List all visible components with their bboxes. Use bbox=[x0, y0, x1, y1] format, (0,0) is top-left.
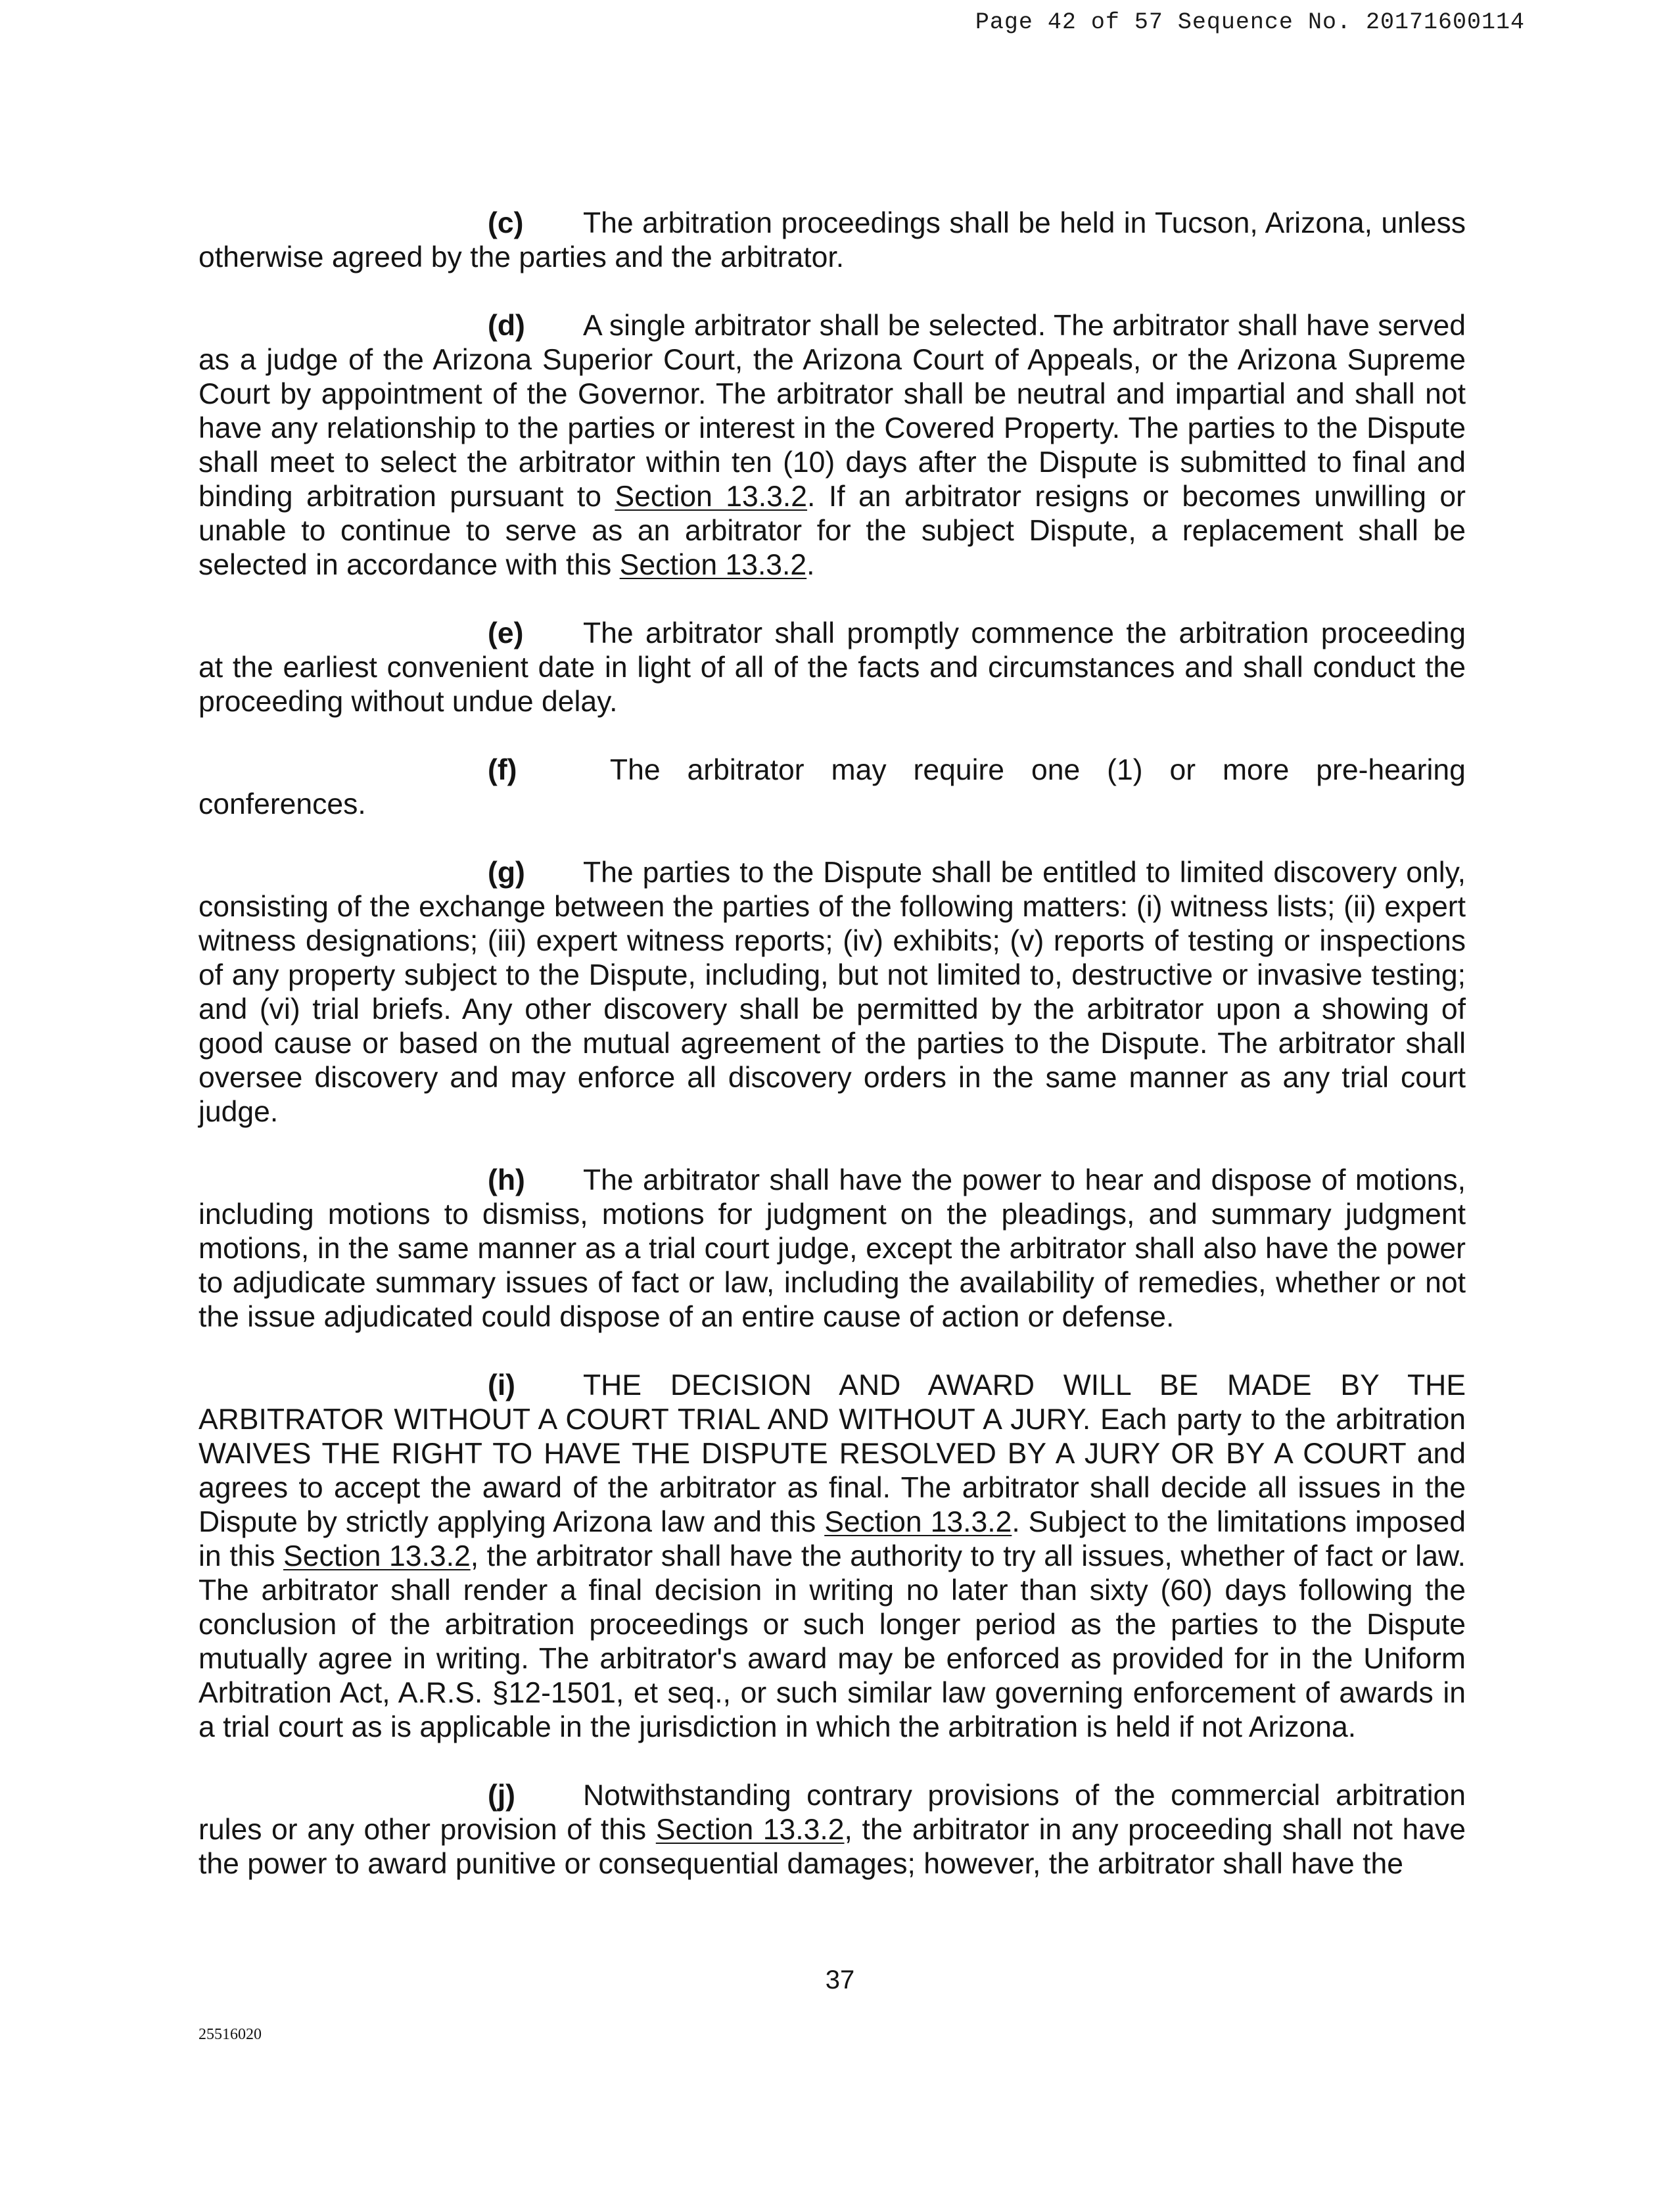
paragraph-text-d-part1: A single arbitrator shall be selected. The arbitrator shall have served as a judge of the Arizona Superior Court, the Arizona Court of Appeals, or the Arizona Supreme Court by appointment of the Governor. The arbitrator shall be neutral and impartial and shall not have any relationship to the parties or interest in the Covered Property. The parties to the Dispute shall meet to select the arbitrator within ten (10) days after the Dispute is submitted to final and binding arbitration pursuant to bbox=[198, 310, 1466, 513]
paragraph-i bbox=[198, 1369, 1466, 1745]
paragraph-text-h: The arbitrator shall have the power to hear and dispose of motions, including motions to dismiss, motions for judgment on the pleadings, and summary judgment motions, in the same manner as a trial court judge, except the arbitrator shall also have the power to adjudicate summary issues of fact or law, including the availability of remedies, whether or not the issue adjudicated could dispose of an entire cause of action or defense. bbox=[198, 1164, 1466, 1333]
section-reference-link: Section 13.3.2 bbox=[283, 1540, 471, 1572]
paragraph-text-i-part1: THE DECISION AND AWARD WILL BE MADE BY THE ARBITRATOR WITHOUT A COURT TRIAL AND WITHOUT A JURY. Each party to the arbitration WAIVES THE RIGHT TO HAVE THE DISPUTE RESOLVED BY A JURY OR BY A COURT and agrees to accept the award of the arbitrator as final. The arbitrator shall decide all issues in the Dispute by strictly applying Arizona law and this bbox=[198, 1369, 1466, 1538]
paragraph-f-word: The bbox=[609, 754, 661, 786]
paragraph-text-j-part2: , the arbitrator in any proceeding shall not have the power to award punitive or consequential damages; however, the arbitrator shall have the bbox=[198, 1814, 1466, 1880]
paragraph-text-j-part1: Notwithstanding contrary provisions of the commercial arbitration rules or any other provision of this bbox=[198, 1779, 1466, 1846]
paragraph-text-d-part3: . bbox=[806, 549, 815, 581]
paragraph-f bbox=[198, 753, 1466, 822]
paragraph-f-word: pre-hearing bbox=[1316, 754, 1466, 786]
paragraph-f-word: or bbox=[1169, 754, 1196, 786]
paragraph-f-word: one bbox=[1031, 754, 1081, 786]
section-reference-link: Section 13.3.2 bbox=[615, 481, 808, 513]
paragraph-g bbox=[198, 856, 1466, 1129]
document-id: 25516020 bbox=[198, 2026, 262, 2043]
paragraph-f-word: arbitrator bbox=[687, 754, 805, 786]
section-reference-link: Section 13.3.2 bbox=[655, 1814, 845, 1846]
paragraph-label-d: (d) bbox=[488, 310, 525, 342]
recording-stamp: Page 42 of 57 Sequence No. 20171600114 bbox=[975, 9, 1525, 35]
paragraph-c bbox=[198, 206, 1466, 275]
paragraph-label-g: (g) bbox=[488, 857, 525, 889]
paragraph-text-d-part2: . If an arbitrator resigns or becomes unwilling or unable to continue to serve as an arbitrator for the subject Dispute, a replacement shall be selected in accordance with this bbox=[198, 481, 1466, 581]
paragraph-f-word: may bbox=[831, 754, 887, 786]
paragraph-f-continuation: conferences. bbox=[198, 788, 366, 820]
paragraph-text-c: The arbitration proceedings shall be held in Tucson, Arizona, unless otherwise agreed by the parties and the arbitrator. bbox=[198, 207, 1466, 273]
paragraph-f-first-line bbox=[488, 753, 1466, 788]
paragraph-d bbox=[198, 309, 1466, 582]
paragraph-label-h: (h) bbox=[488, 1164, 525, 1196]
paragraph-label-c: (c) bbox=[488, 207, 524, 239]
paragraph-text-g: The parties to the Dispute shall be entitled to limited discovery only, consisting of the exchange between the parties of the following matters: (i) witness lists; (ii) expert witness designations; (iii) expert witness reports; (iv) exhibits; (v) reports of testing or inspections of any property subject to the Dispute, including, but not limited to, destructive or invasive testing; and (vi) trial briefs. Any other discovery shall be permitted by the arbitrator upon a showing of good cause or based on the mutual agreement of the parties to the Dispute. The arbitrator shall oversee discovery and may enforce all discovery orders in the same manner as any trial court judge. bbox=[198, 857, 1466, 1128]
page-number: 37 bbox=[825, 1965, 855, 1994]
document-body bbox=[198, 206, 1466, 1916]
paragraph-text-i-part3: , the arbitrator shall have the authority to try all issues, whether of fact or law. The arbitrator shall render a final decision in writing no later than sixty (60) days following the conclusion of the arbitration proceedings or such longer period as the parties to the Dispute mutually agree in writing. The arbitrator's award may be enforced as provided for in the Uniform Arbitration Act, A.R.S. §12-1501, et seq., or such similar law governing enforcement of awards in a trial court as is applicable in the jurisdiction in which the arbitration is held if not Arizona. bbox=[198, 1540, 1466, 1743]
paragraph-label-i: (i) bbox=[488, 1369, 516, 1401]
paragraph-f-word: require bbox=[913, 754, 1005, 786]
paragraph-f-word: more bbox=[1222, 754, 1290, 786]
paragraph-label-j: (j) bbox=[488, 1779, 516, 1812]
section-reference-link: Section 13.3.2 bbox=[619, 549, 807, 581]
paragraph-text-i-part2: . Subject to the limitations imposed in this bbox=[198, 1506, 1466, 1572]
paragraph-e bbox=[198, 617, 1466, 719]
paragraph-f-word: (1) bbox=[1107, 754, 1143, 786]
paragraph-label-e: (e) bbox=[488, 617, 524, 649]
paragraph-label-f: (f) bbox=[488, 754, 517, 786]
section-reference-link: Section 13.3.2 bbox=[824, 1506, 1012, 1538]
paragraph-text-e: The arbitrator shall promptly commence the arbitration proceeding at the earliest convenient date in light of all of the facts and circumstances and shall conduct the proceeding without undue delay. bbox=[198, 617, 1466, 718]
paragraph-j bbox=[198, 1779, 1466, 1881]
paragraph-h bbox=[198, 1164, 1466, 1334]
